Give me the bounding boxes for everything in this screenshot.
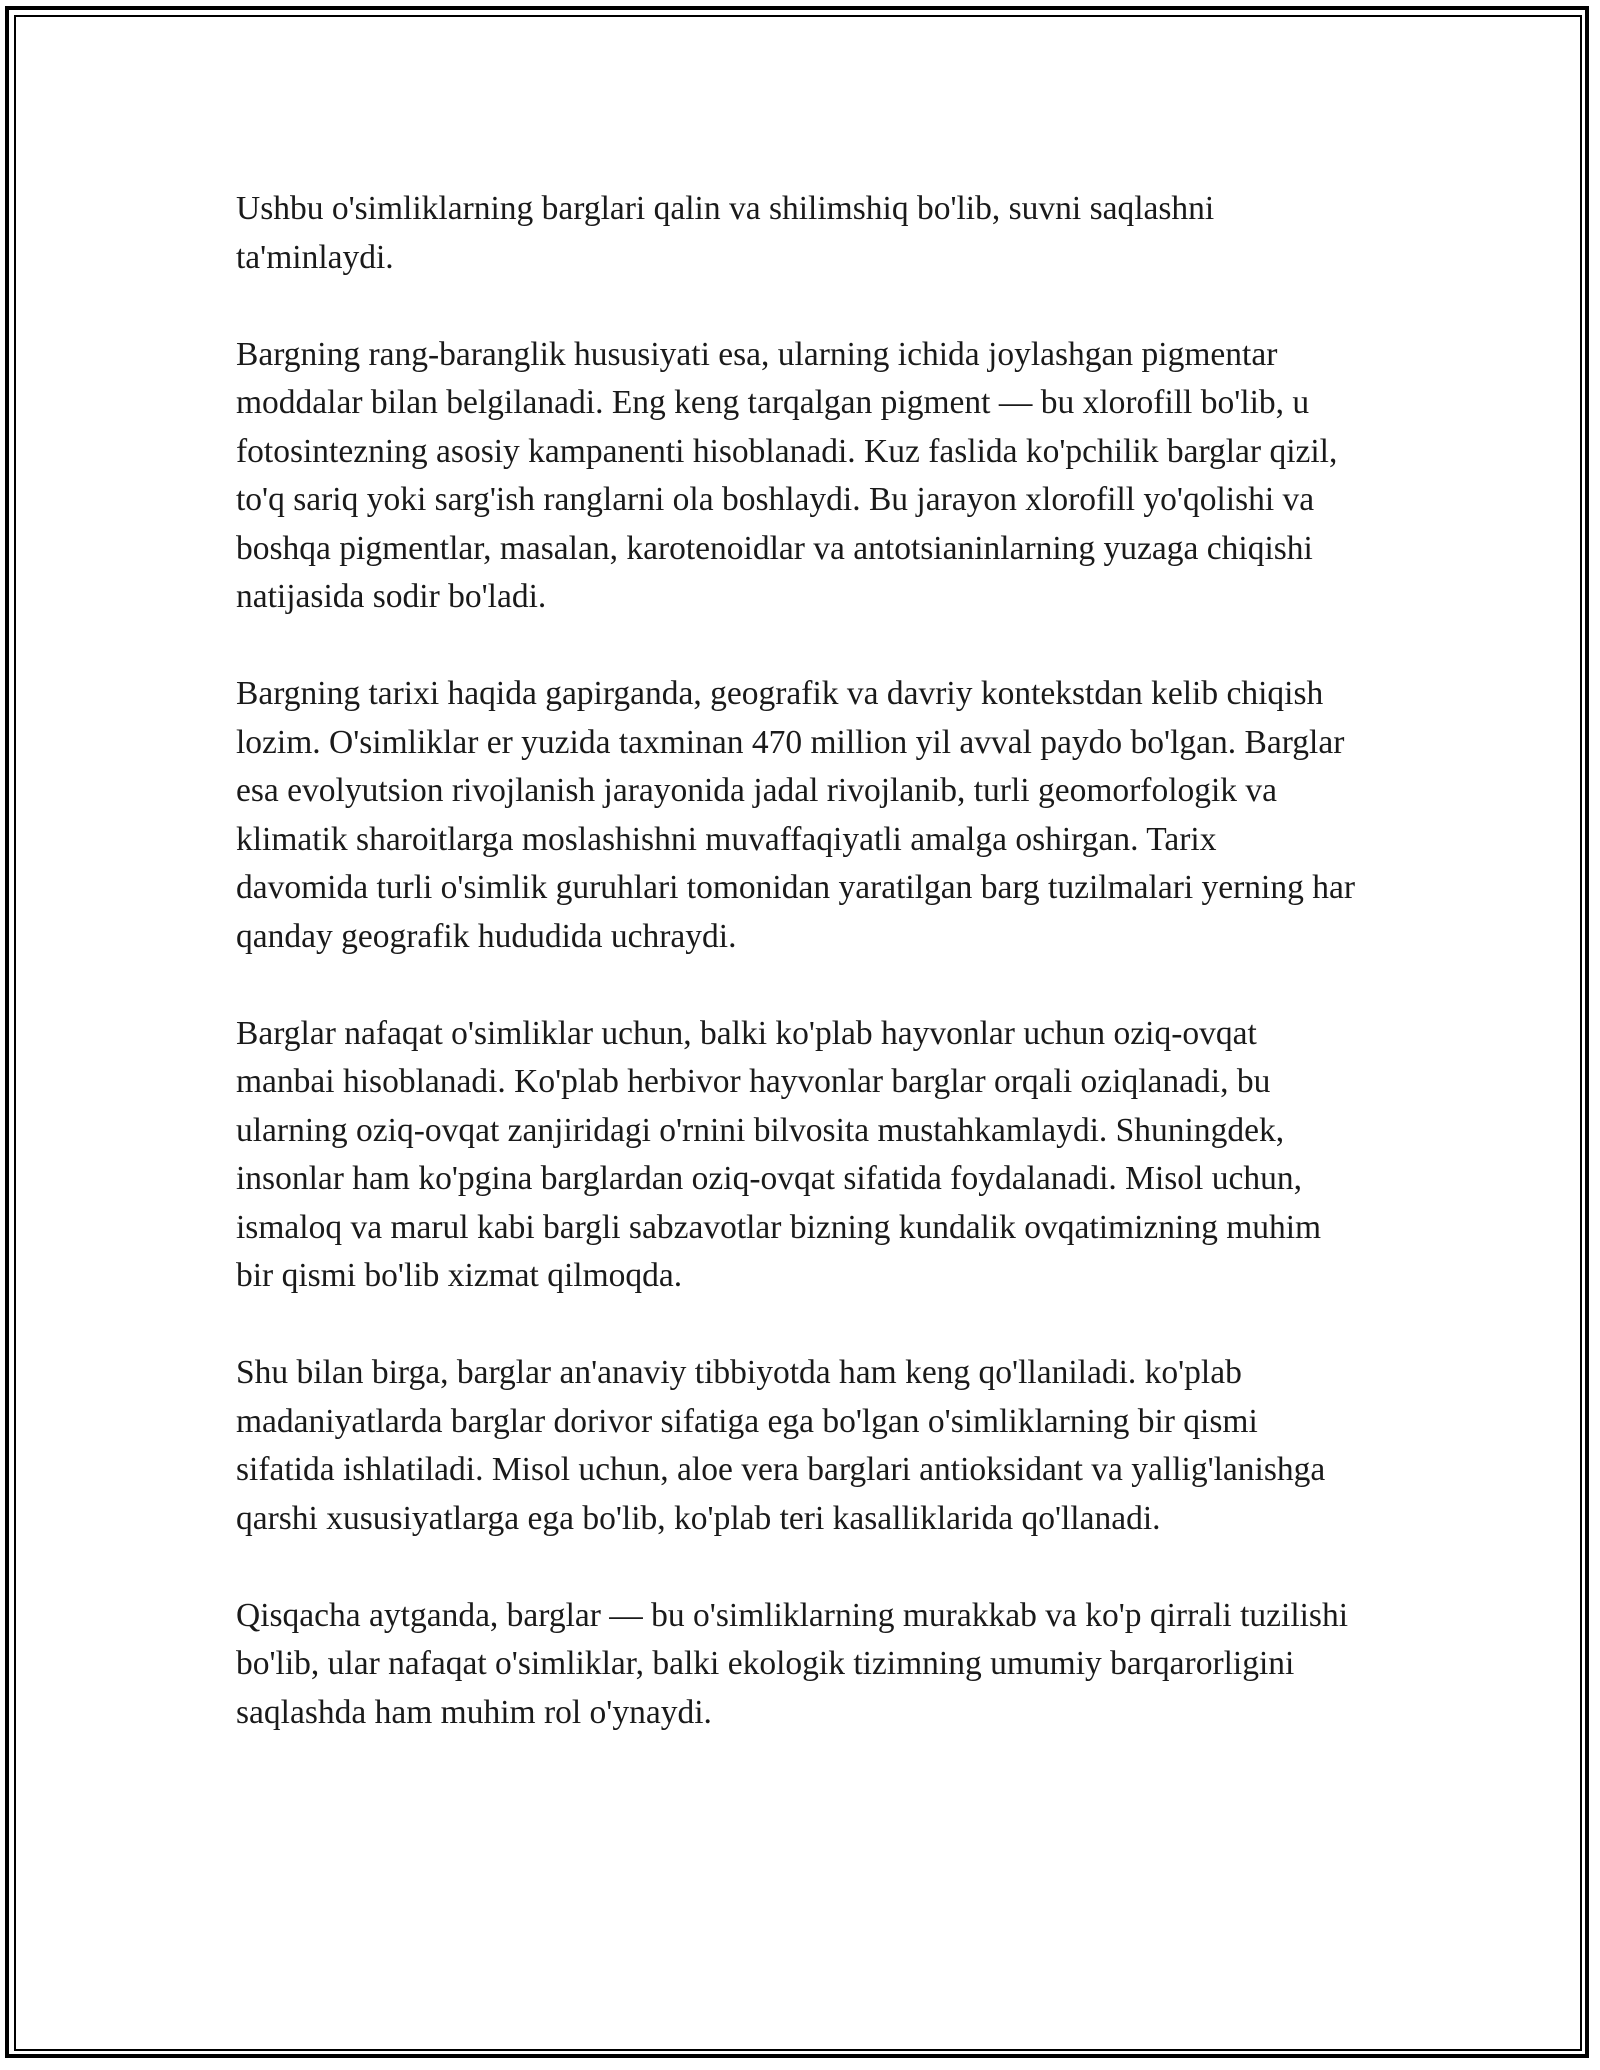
- paragraph-food-source: Barglar nafaqat o'simliklar uchun, balki ko'plab hayvonlar uchun oziq-ovqat manbai hisoblanadi. Ko'plab herbivor hayvonlar barglar orqali oziqlanadi, bu ularning oziq-ovqat zanjiridagi o'rnini bilvosita mustahkamlaydi. Shuningdek, insonlar ham ko'pgina barglardan oziq-ovqat sifatida foydalanadi. Misol uchun, ismaloq va marul kabi bargli sabzavotlar bizning kundalik ovqatimizning muhim bir qismi bo'lib xizmat qilmoqda.: [236, 1014, 1322, 1294]
- paragraph-history: Bargning tarixi haqida gapirganda, geografik va davriy kontekstdan kelib chiqish lozim. O'simliklar er yuzida taxminan 470 million yil avval paydo bo'lgan. Barglar esa evolyutsion rivojlanish jarayonida jadal rivojlanib, turli geomorfologik va klimatik sharoitlarga moslashishni muvaffaqiyatli amalga oshirgan. Tarix davomida turli o'simlik guruhlari tomonidan yaratilgan barg tuzilmalari yerning har qanday geografik hududida uchraydi.: [236, 675, 1356, 955]
- paragraph-pigments: Bargning rang-baranglik hususiyati esa, ularning ichida joylashgan pigmentar moddalar bilan belgilanadi. Eng keng tarqalgan pigment — bu xlorofill bo'lib, u fotosintezning asosiy kampanenti hisoblanadi. Kuz faslida ko'pchilik barglar qizil, to'q sariq yoki sarg'ish ranglarni ola boshlaydi. Bu jarayon xlorofill yo'qolishi va boshqa pigmentlar, masalan, karotenoidlar va antotsianinlarning yuzaga chiqishi natijasida sodir bo'ladi.: [236, 335, 1338, 615]
- paragraph-water-storage: Ushbu o'simliklarning barglari qalin va shilimshiq bo'lib, suvni saqlashni ta'minlaydi.: [236, 190, 1215, 276]
- document-body: [236, 185, 1356, 1786]
- paragraph-summary: Qisqacha aytganda, barglar — bu o'simliklarning murakkab va ko'p qirrali tuzilishi bo'lib, ular nafaqat o'simliklar, balki ekologik tizimning umumiy barqarorligini saqlashda ham muhim rol o'ynaydi.: [236, 1596, 1349, 1731]
- paragraph-medicine: Shu bilan birga, barglar an'anaviy tibbiyotda ham keng qo'llaniladi. ko'plab madaniyatlarda barglar dorivor sifatiga ega bo'lgan o'simliklarning bir qismi sifatida ishlatiladi. Misol uchun, aloe vera barglari antioksidant va yallig'lanishga qarshi xususiyatlarga ega bo'lib, ko'plab teri kasalliklarida qo'llanadi.: [236, 1354, 1326, 1537]
